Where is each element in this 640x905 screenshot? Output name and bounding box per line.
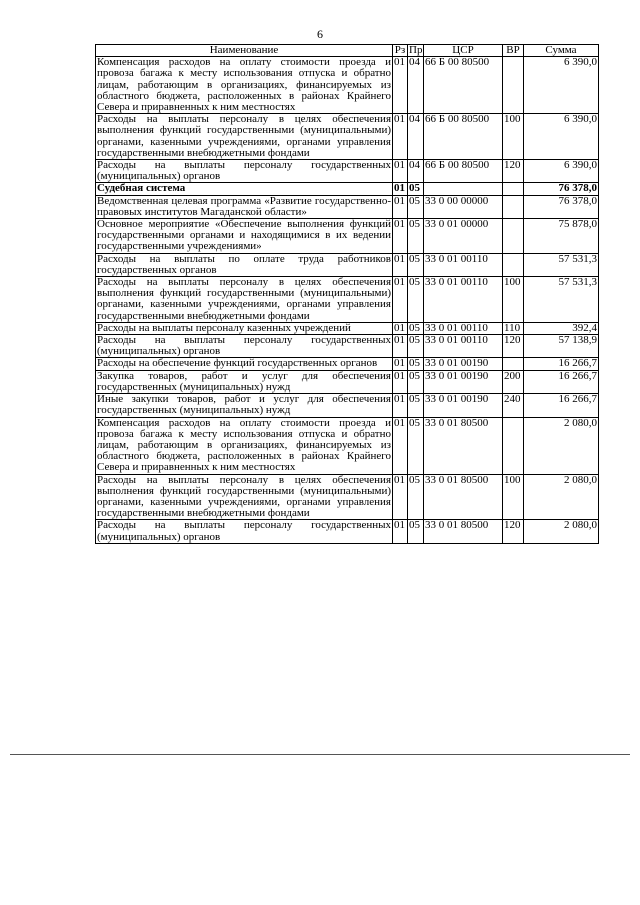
row-rz-cell: 01	[393, 520, 408, 543]
row-csr-cell: 33 0 00 00000	[424, 195, 503, 218]
header-vr: ВР	[503, 45, 524, 57]
row-pr-cell: 05	[408, 195, 424, 218]
row-csr-cell: 66 Б 00 80500	[424, 160, 503, 183]
row-vr-cell: 120	[503, 520, 524, 543]
header-pr: Пр	[409, 44, 423, 56]
row-pr-cell: 04	[408, 114, 424, 160]
row-vr-cell	[503, 253, 524, 276]
row-sum-cell: 6 390,0	[524, 114, 599, 160]
row-vr-cell: 200	[503, 370, 524, 393]
row-name-cell: Закупка товаров, работ и услуг для обеспечения государственных (муниципальных) нужд	[97, 370, 391, 393]
table-row	[96, 322, 599, 334]
row-pr-cell: 05	[408, 335, 424, 358]
row-rz-cell: 01	[393, 322, 408, 334]
row-vr-cell	[503, 183, 524, 195]
row-sum-cell: 76 378,0	[524, 195, 599, 218]
table-row	[96, 417, 599, 474]
row-csr-cell: 33 0 01 80500	[424, 474, 503, 520]
row-pr-cell: 05	[408, 520, 424, 543]
row-rz-cell: 01	[393, 358, 408, 370]
row-sum-cell: 16 266,7	[524, 394, 599, 417]
table-row	[96, 183, 599, 195]
row-pr-cell: 05	[408, 358, 424, 370]
row-rz-cell: 01	[393, 370, 408, 393]
row-sum-cell: 6 390,0	[524, 57, 599, 114]
row-vr-cell	[503, 358, 524, 370]
table-row	[96, 219, 599, 254]
row-name-cell: Расходы на выплаты персоналу в целях обеспечения выполнения функций государственными (муниципальными) органами, казенными учреждениями, органами управления государственными внебюджетными фондами	[97, 276, 391, 322]
row-rz-cell: 01	[393, 394, 408, 417]
row-pr-cell: 05	[408, 370, 424, 393]
row-sum-cell: 57 531,3	[524, 253, 599, 276]
table-row	[96, 57, 599, 114]
header-name: Наименование	[96, 45, 393, 57]
row-rz-cell: 01	[393, 474, 408, 520]
table-row	[96, 520, 599, 543]
row-csr-cell: 33 0 01 00110	[424, 277, 503, 323]
table-body	[96, 57, 599, 544]
row-sum-cell: 2 080,0	[524, 417, 599, 474]
row-name-cell: Расходы на выплаты персоналу казенных учреждений	[96, 322, 393, 334]
row-sum-cell: 16 266,7	[524, 370, 599, 393]
table-row	[96, 335, 599, 358]
row-sum-cell: 76 378,0	[524, 183, 599, 195]
row-csr-cell: 33 0 01 00190	[424, 358, 503, 370]
row-sum-cell: 6 390,0	[524, 160, 599, 183]
row-sum-cell: 57 531,3	[524, 277, 599, 323]
row-csr-cell: 33 0 01 00110	[424, 322, 503, 334]
row-name-cell: Расходы на выплаты персоналу в целях обеспечения выполнения функций государственными (муниципальными) органами, казенными учреждениями, органами управления государственными внебюджетными фондами	[97, 113, 391, 159]
row-csr-cell: 33 0 01 80500	[424, 520, 503, 543]
header-sum: Сумма	[524, 45, 599, 57]
row-vr-cell: 100	[503, 474, 524, 520]
row-csr-cell: 33 0 01 00190	[424, 394, 503, 417]
row-name-cell: Расходы на выплаты персоналу государственных (муниципальных) органов	[97, 159, 391, 183]
row-csr-cell: 33 0 01 80500	[424, 417, 503, 474]
row-vr-cell: 100	[503, 114, 524, 160]
row-name-cell: Иные закупки товаров, работ и услуг для обеспечения государственных (муниципальных) нужд	[97, 393, 391, 417]
row-pr-cell: 05	[408, 417, 424, 474]
table-row	[96, 195, 599, 218]
row-pr-cell: 04	[408, 160, 424, 183]
row-name-cell: Расходы на выплаты персоналу государственных (муниципальных) органов	[97, 334, 391, 358]
row-rz-cell: 01	[393, 335, 408, 358]
row-name-cell: Ведомственная целевая программа «Развитие государственно-правовых институтов Магаданской области»	[97, 195, 391, 218]
row-rz-cell: 01	[393, 114, 408, 160]
row-vr-cell	[503, 195, 524, 218]
row-vr-cell	[503, 57, 524, 114]
table-row	[96, 358, 599, 370]
table-row	[96, 370, 599, 393]
row-name-cell: Основное мероприятие «Обеспечение выполнения функций государственными органами и находящимися в их ведении государственными учреждениями»	[97, 218, 391, 253]
row-vr-cell	[503, 219, 524, 254]
row-csr-cell	[424, 183, 503, 195]
row-sum-cell: 16 266,7	[524, 358, 599, 370]
budget-table	[95, 44, 599, 544]
table-row	[96, 474, 599, 520]
table-header-row	[96, 45, 599, 57]
row-csr-cell: 33 0 01 00000	[424, 219, 503, 254]
table-row	[96, 394, 599, 417]
row-vr-cell: 110	[503, 322, 524, 334]
row-rz-cell: 01	[393, 253, 408, 276]
row-name-cell: Компенсация расходов на оплату стоимости проезда и провоза багажа к месту использования отпуска и обратно лицам, работающим в организациях, финансируемых из областного бюджета, расположенных в районах Крайнего Севера и приравненных к ним местностях	[97, 417, 391, 474]
row-pr-cell: 05	[408, 394, 424, 417]
row-pr-cell: 05	[408, 322, 424, 334]
row-csr-cell: 33 0 01 00110	[424, 253, 503, 276]
header-csr: ЦСР	[424, 45, 503, 57]
table-row	[96, 253, 599, 276]
row-pr-cell: 05	[408, 277, 424, 323]
row-vr-cell	[503, 417, 524, 474]
table-row	[96, 114, 599, 160]
row-csr-cell: 33 0 01 00110	[424, 335, 503, 358]
row-pr-cell: 05	[408, 183, 424, 195]
row-rz-cell: 01	[393, 277, 408, 323]
row-sum-cell: 392,4	[524, 322, 599, 334]
row-pr-cell: 05	[408, 253, 424, 276]
row-csr-cell: 66 Б 00 80500	[424, 114, 503, 160]
row-rz-cell: 01	[393, 195, 408, 218]
row-name-cell: Расходы на выплаты персоналу в целях обеспечения выполнения функций государственными (муниципальными) органами, казенными учреждениями, органами управления государственными внебюджетными фондами	[97, 474, 391, 520]
header-rz: Рз	[393, 45, 408, 57]
page-number: 6	[317, 27, 323, 41]
row-pr-cell: 04	[408, 57, 424, 114]
row-sum-cell: 57 138,9	[524, 335, 599, 358]
row-rz-cell: 01	[393, 57, 408, 114]
row-rz-cell: 01	[393, 219, 408, 254]
row-pr-cell: 05	[408, 219, 424, 254]
row-sum-cell: 2 080,0	[524, 520, 599, 543]
row-name-cell: Расходы на выплаты по оплате труда работников государственных органов	[97, 253, 391, 276]
row-rz-cell: 01	[393, 183, 408, 195]
row-vr-cell: 100	[503, 277, 524, 323]
row-sum-cell: 75 878,0	[524, 219, 599, 254]
row-name-cell: Расходы на выплаты персоналу государственных (муниципальных) органов	[97, 519, 391, 543]
row-vr-cell: 240	[503, 394, 524, 417]
row-name-cell: Расходы на обеспечение функций государственных органов	[96, 358, 393, 370]
row-vr-cell: 120	[503, 160, 524, 183]
row-pr-cell: 05	[408, 474, 424, 520]
table-row	[96, 160, 599, 183]
table-row	[96, 277, 599, 323]
row-csr-cell: 66 Б 00 80500	[424, 57, 503, 114]
footer-divider	[10, 754, 630, 755]
row-vr-cell: 120	[503, 335, 524, 358]
row-sum-cell: 2 080,0	[524, 474, 599, 520]
row-name-cell: Компенсация расходов на оплату стоимости проезда и провоза багажа к месту использования отпуска и обратно лицам, работающим в организациях, финансируемых из областного бюджета, расположенных в районах Крайнего Севера и приравненных к ним местностях	[97, 56, 391, 114]
row-rz-cell: 01	[393, 160, 408, 183]
row-csr-cell: 33 0 01 00190	[424, 370, 503, 393]
row-rz-cell: 01	[393, 417, 408, 474]
row-name-cell: Судебная система	[96, 183, 393, 195]
